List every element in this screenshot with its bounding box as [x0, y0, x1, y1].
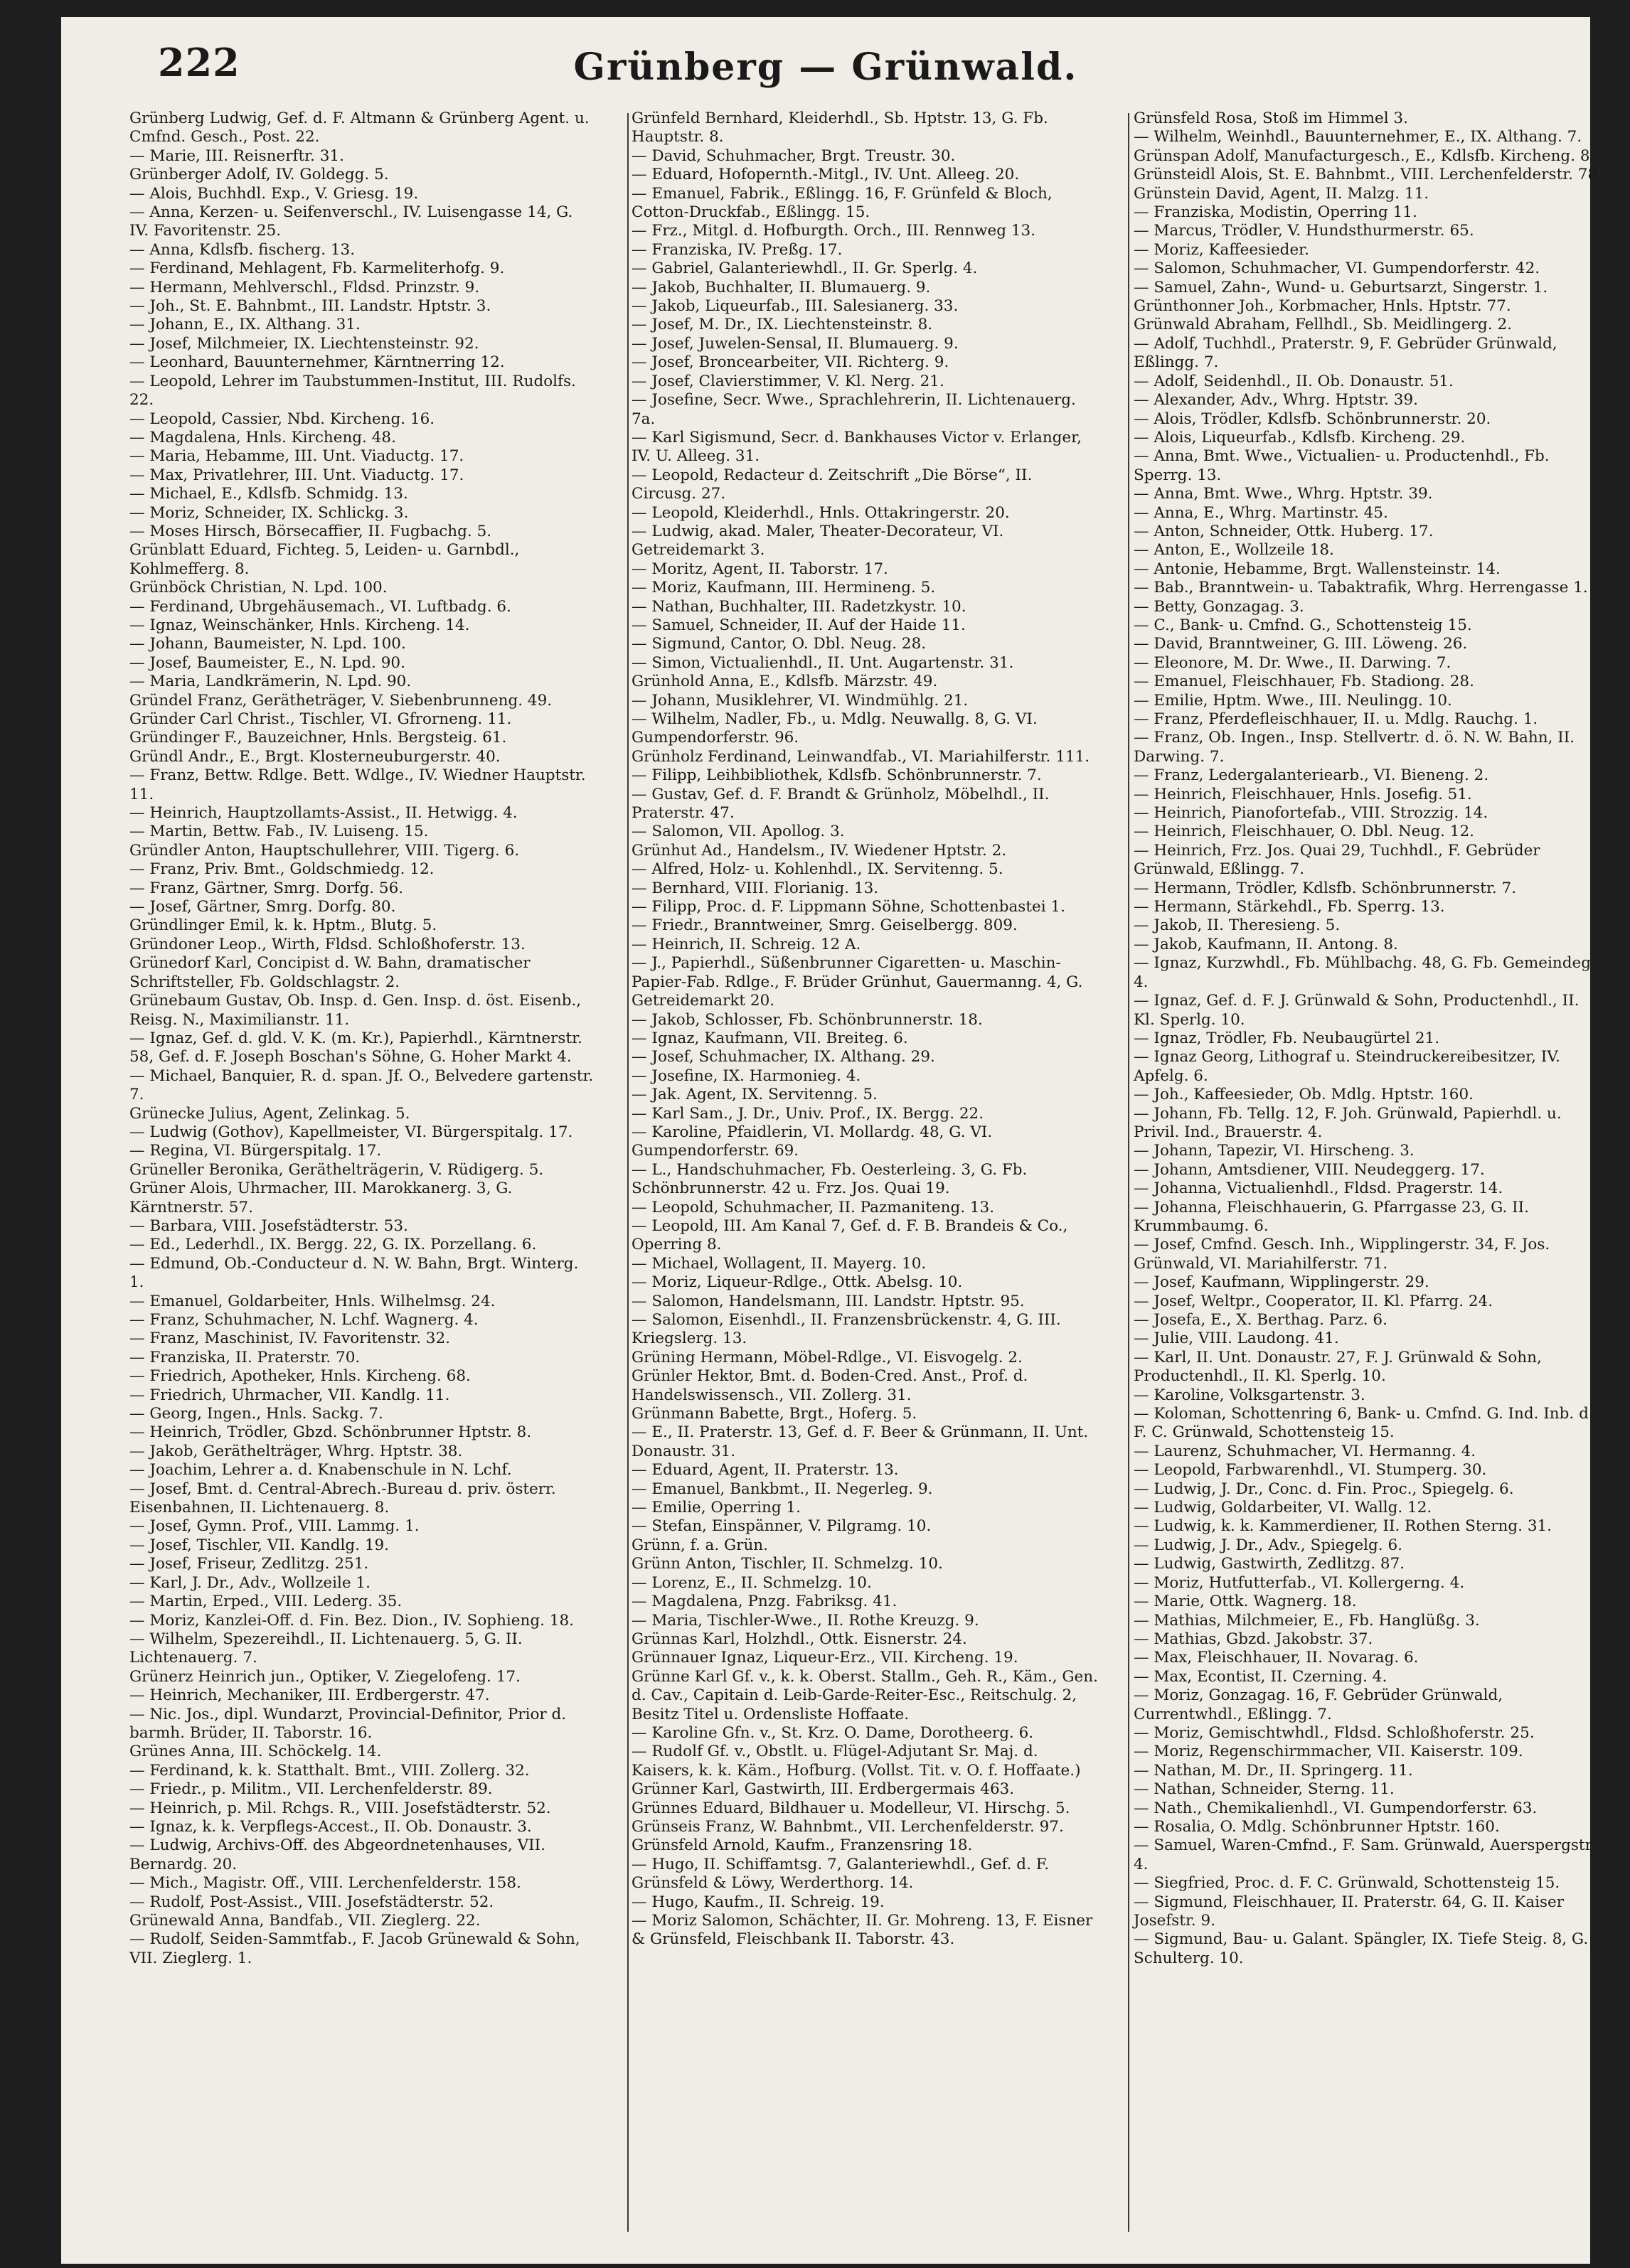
directory-entry: — Karl Sigismund, Secr. d. Bankhauses Victor v. Erlanger, IV. U. Alleeg. 31. [632, 428, 1087, 466]
directory-entry: — Friedrich, Apotheker, Hnls. Kircheng. 68. [129, 1367, 471, 1386]
directory-entry: — Heinrich, II. Schreig. 12 A. [632, 935, 861, 953]
directory-entry: — Friedrich, Uhrmacher, VII. Kandlg. 11. [129, 1386, 450, 1404]
directory-entry: Grünne Karl Gf. v., k. k. Oberst. Stallm., Geh. R., Käm., Gen. d. Cav., Capitain d. Leib-Garde-Reiter-Esc., Reitschulg. 2, Besitz Titel u. Ordensliste Hoffaate. [632, 1667, 1103, 1723]
directory-entry: Gründlinger Emil, k. k. Hptm., Blutg. 5. [129, 916, 437, 935]
directory-entry: — Jakob, Buchhalter, II. Blumauerg. 9. [632, 278, 931, 296]
directory-entry: — Jakob, Kaufmann, II. Antong. 8. [1134, 935, 1398, 953]
directory-entry: — Samuel, Waren-Cmfnd., F. Sam. Grünwald, Auerspergstr. 4. [1134, 1836, 1601, 1873]
directory-entry: — Karoline Gfn. v., St. Krz. O. Dame, Dorotheerg. 6. [632, 1723, 1034, 1742]
directory-entry: — Wilhelm, Nadler, Fb., u. Mdlg. Neuwallg. 8, G. VI. Gumpendorferstr. 96. [632, 710, 1043, 747]
directory-entry: — Emilie, Hptm. Wwe., III. Neulingg. 10. [1134, 691, 1452, 710]
directory-entry: — Ignaz, Trödler, Fb. Neubaugürtel 21. [1134, 1029, 1440, 1047]
directory-entry: — Ignaz, Kurzwhdl., Fb. Mühlbachg. 48, G. Fb. Gemeindeg. 4. [1134, 954, 1601, 991]
directory-entry: Grüning Hermann, Möbel-Rdlge., VI. Eisvogelg. 2. [632, 1348, 1023, 1366]
directory-entry: — Stefan, Einspänner, V. Pilgramg. 10. [632, 1517, 932, 1536]
directory-entry: — Georg, Ingen., Hnls. Sackg. 7. [129, 1405, 383, 1423]
directory-entry: — Moriz, Kanzlei-Off. d. Fin. Bez. Dion., IV. Sophieng. 18. [129, 1611, 574, 1630]
directory-entry: — Anna, Bmt. Wwe., Whrg. Hptstr. 39. [1134, 485, 1433, 503]
directory-entry: — Moritz, Agent, II. Taborstr. 17. [632, 560, 888, 578]
directory-entry: — Gabriel, Galanteriewhdl., II. Gr. Sperlg. 4. [632, 260, 978, 278]
directory-entry: Gründoner Leop., Wirth, Fldsd. Schloßhoferstr. 13. [129, 935, 526, 953]
directory-entry: — Heinrich, Pianofortefab., VIII. Strozzig. 14. [1134, 804, 1488, 823]
directory-entry: — Josef, Tischler, VII. Kandlg. 19. [129, 1536, 390, 1554]
directory-entry: — Leopold, Farbwarenhdl., VI. Stumperg. 30. [1134, 1461, 1487, 1480]
directory-entry: — Ed., Lederhdl., IX. Bergg. 22, G. IX. Porzellang. 6. [129, 1236, 537, 1254]
directory-entry: — Hermann, Mehlverschl., Fldsd. Prinzstr. 9. [129, 278, 480, 296]
directory-entry: — Hugo, II. Schiffamtsg. 7, Galanteriewhdl., Gef. d. F. Grünsfeld & Löwy, Werderthorg. 14. [632, 1855, 1054, 1893]
columns-container [129, 109, 1630, 2242]
directory-entry: — Barbara, VIII. Josefstädterstr. 53. [129, 1216, 408, 1235]
directory-entry: — Karoline, Volksgartenstr. 3. [1134, 1386, 1365, 1404]
directory-entry: — Marie, Ottk. Wagnerg. 18. [1134, 1593, 1357, 1611]
directory-entry: — Laurenz, Schuhmacher, VI. Hermanng. 4. [1134, 1442, 1476, 1460]
directory-entry: Gründl Andr., E., Brgt. Klosterneuburgerstr. 40. [129, 747, 501, 766]
directory-entry: — David, Branntweiner, G. III. Löweng. 26. [1134, 635, 1468, 653]
directory-entry: — Jakob, Liqueurfab., III. Salesianerg. 33. [632, 297, 959, 316]
directory-entry: — Alois, Liqueurfab., Kdlsfb. Kircheng. 29. [1134, 428, 1466, 446]
directory-entry: — Franz, Ob. Ingen., Insp. Stellvertr. d. ö. N. W. Bahn, II. Darwing. 7. [1134, 729, 1580, 766]
directory-entry: — Eduard, Hofopernth.-Mitgl., IV. Unt. Alleeg. 20. [632, 166, 1020, 184]
directory-entry: — Josef, Bmt. d. Central-Abrech.-Bureau d. priv. österr. Eisenbahnen, II. Lichtenauerg. 8. [129, 1480, 561, 1517]
directory-entry: — C., Bank- u. Cmfnd. G., Schottensteig 15. [1134, 616, 1472, 634]
directory-entry: — Maria, Tischler-Wwe., II. Rothe Kreuzg. 9. [632, 1611, 979, 1630]
directory-entry: — Ludwig, J. Dr., Conc. d. Fin. Proc., Spiegelg. 6. [1134, 1480, 1514, 1498]
directory-entry: — Leopold, Redacteur d. Zeitschrift „Die Börse“, II. Circusg. 27. [632, 466, 1038, 503]
directory-entry: Grünfeld Bernhard, Kleiderhdl., Sb. Hptstr. 13, G. Fb. Hauptstr. 8. [632, 109, 1053, 146]
directory-entry: — Josef, Friseur, Zedlitzg. 251. [129, 1555, 369, 1573]
directory-entry: Grünsfeld Arnold, Kaufm., Franzensring 18. [632, 1836, 973, 1855]
directory-entry: — Ludwig, akad. Maler, Theater-Decorateur, VI. Getreidemarkt 3. [632, 522, 1009, 560]
directory-entry: — Sigmund, Fleischhauer, II. Praterstr. 64, G. II. Kaiser Josefstr. 9. [1134, 1893, 1569, 1930]
directory-entry: — Adolf, Tuchhdl., Praterstr. 9, F. Gebrüder Grünwald, Eßlingg. 7. [1134, 334, 1562, 372]
directory-entry: Grüner Alois, Uhrmacher, III. Marokkanerg. 3, G. Kärntnerstr. 57. [129, 1180, 518, 1216]
directory-entry: — Nic. Jos., dipl. Wundarzt, Provincial-Definitor, Prior d. barmh. Brüder, II. Taborstr. 16. [129, 1705, 571, 1742]
directory-entry: — Moses Hirsch, Börsecaffier, II. Fugbachg. 5. [129, 522, 492, 540]
directory-entry: — Rudolf Gf. v., Obstlt. u. Flügel-Adjutant Sr. Maj. d. Kaisers, k. k. Käm., Hofburg. (Vollst. Tit. v. O. f. Hoffaate.) [632, 1743, 1081, 1780]
directory-entry: — Johanna, Victualienhdl., Fldsd. Pragerstr. 14. [1134, 1180, 1503, 1198]
directory-entry: — Marie, III. Reisnerftr. 31. [129, 146, 344, 165]
directory-entry: — Max, Privatlehrer, III. Unt. Viaductg. 17. [129, 466, 464, 484]
column-left [129, 109, 599, 2242]
directory-entry: — Jakob, Schlosser, Fb. Schönbrunnerstr. 18. [632, 1010, 983, 1029]
directory-entry: — Leopold, Schuhmacher, II. Pazmaniteng. 13. [632, 1198, 995, 1216]
directory-entry: — Heinrich, Fleischhauer, Hnls. Josefig. 51. [1134, 785, 1472, 803]
directory-entry: Grünspan Adolf, Manufacturgesch., E., Kdlsfb. Kircheng. 8. [1134, 146, 1595, 165]
directory-entry: — Moriz, Gonzagag. 16, F. Gebrüder Grünwald, Currentwhdl., Eßlingg. 7. [1134, 1686, 1508, 1723]
directory-entry: — Rudolf, Seiden-Sammtfab., F. Jacob Grünewald & Sohn, VII. Zieglerg. 1. [129, 1930, 585, 1967]
directory-entry: Grünhut Ad., Handelsm., IV. Wiedener Hptstr. 2. [632, 841, 1007, 860]
directory-entry: — Gustav, Gef. d. F. Brandt & Grünholz, Möbelhdl., II. Praterstr. 47. [632, 785, 1055, 823]
directory-entry: — Josef, Milchmeier, IX. Liechtensteinstr. 92. [129, 334, 479, 353]
directory-entry: — Heinrich, p. Mil. Rchgs. R., VIII. Josefstädterstr. 52. [129, 1799, 551, 1817]
directory-entry: — Ignaz, Gef. d. gld. V. K. (m. Kr.), Papierhdl., Kärntnerstr. 58, Gef. d. F. Joseph Boschan's Söhne, G. Hoher Markt 4. [129, 1029, 587, 1066]
directory-entry: — Franziska, Modistin, Operring 11. [1134, 203, 1417, 222]
directory-entry: Grünhold Anna, E., Kdlsfb. Märzstr. 49. [632, 673, 938, 691]
directory-entry: Grünebaum Gustav, Ob. Insp. d. Gen. Insp. d. öst. Eisenb., Reisg. N., Maximilianstr. 11. [129, 992, 586, 1029]
directory-entry: — Moriz, Gemischtwhdl., Fldsd. Schloßhoferstr. 25. [1134, 1723, 1535, 1742]
directory-entry: — Josef, Clavierstimmer, V. Kl. Nerg. 21. [632, 372, 944, 390]
directory-entry: — Maria, Landkrämerin, N. Lpd. 90. [129, 673, 412, 691]
directory-entry: Gründinger F., Bauzeichner, Hnls. Bergsteig. 61. [129, 729, 507, 747]
directory-entry: — Ignaz, k. k. Verpflegs-Accest., II. Ob. Donaustr. 3. [129, 1817, 532, 1836]
directory-entry: — Moriz, Hutfutterfab., VI. Kollergerng. 4. [1134, 1573, 1465, 1592]
directory-entry: — Franz, Schuhmacher, N. Lchf. Wagnerg. 4. [129, 1311, 479, 1329]
directory-entry: — Johann, E., IX. Althang. 31. [129, 316, 361, 334]
directory-entry: — Johann, Tapezir, VI. Hirscheng. 3. [1134, 1142, 1415, 1160]
directory-entry: — Michael, Banquier, R. d. span. Jf. O., Belvedere gartenstr. 7. [129, 1066, 599, 1104]
directory-entry: — Ludwig, Gastwirth, Zedlitzg. 87. [1134, 1555, 1405, 1573]
directory-entry: — Salomon, Handelsmann, III. Landstr. Hptstr. 95. [632, 1292, 1025, 1310]
directory-entry: Gründer Carl Christ., Tischler, VI. Gfrorneng. 11. [129, 710, 512, 728]
directory-entry: — Eleonore, M. Dr. Wwe., II. Darwing. 7. [1134, 653, 1451, 672]
directory-entry: — Edmund, Ob.-Conducteur d. N. W. Bahn, Brgt. Winterg. 1. [129, 1254, 584, 1292]
directory-entry: — Josef, Juwelen-Sensal, II. Blumauerg. 9. [632, 334, 959, 353]
directory-entry: Grünn, f. a. Grün. [632, 1536, 768, 1554]
directory-entry: — Johann, Amtsdiener, VIII. Neudeggerg. 17. [1134, 1160, 1485, 1179]
directory-entry: — Ludwig, Goldarbeiter, VI. Wallg. 12. [1134, 1499, 1432, 1517]
directory-entry: — Josef, M. Dr., IX. Liechtensteinstr. 8. [632, 316, 933, 334]
directory-entry: — Antonie, Hebamme, Brgt. Wallensteinstr. 14. [1134, 560, 1501, 578]
directory-entry: — Hermann, Stärkehdl., Fb. Sperrg. 13. [1134, 898, 1445, 916]
directory-entry: — Filipp, Leihbibliothek, Kdlsfb. Schönbrunnerstr. 7. [632, 766, 1042, 785]
directory-entry: — Heinrich, Trödler, Gbzd. Schönbrunner Hptstr. 8. [129, 1423, 532, 1442]
directory-entry: — Salomon, Eisenhdl., II. Franzensbrückenstr. 4, G. III. Kriegslerg. 13. [632, 1311, 1066, 1348]
directory-entry: — Moriz, Kaffeesieder. [1134, 240, 1309, 259]
directory-entry: — Josefine, Secr. Wwe., Sprachlehrerin, II. Lichtenauerg. 7a. [632, 391, 1081, 428]
directory-entry: — Josefa, E., X. Berthag. Parz. 6. [1134, 1311, 1387, 1329]
directory-entry: — Ignaz Georg, Lithograf u. Steindruckereibesitzer, IV. Apfelg. 6. [1134, 1048, 1565, 1085]
directory-entry: Grünmann Babette, Brgt., Hoferg. 5. [632, 1405, 917, 1423]
directory-entry: — Bab., Branntwein- u. Tabaktrafik, Whrg. Herrengasse 1. [1134, 579, 1588, 597]
directory-entry: — Ignaz, Gef. d. F. J. Grünwald & Sohn, Productenhdl., II. Kl. Sperlg. 10. [1134, 992, 1584, 1029]
directory-entry: Grünstein David, Agent, II. Malzg. 11. [1134, 184, 1429, 203]
directory-entry: — Salomon, Schuhmacher, VI. Gumpendorferstr. 42. [1134, 260, 1540, 278]
directory-entry: — Josef, Weltpr., Cooperator, II. Kl. Pfarrg. 24. [1134, 1292, 1493, 1310]
directory-entry: — Samuel, Zahn-, Wund- u. Geburtsarzt, Singerstr. 1. [1134, 278, 1548, 296]
directory-entry: Grünedorf Karl, Concipist d. W. Bahn, dramatischer Schriftsteller, Fb. Goldschlagstr. 2. [129, 954, 536, 991]
directory-entry: — Josef, Broncearbeiter, VII. Richterg. 9. [632, 353, 949, 372]
directory-entry: — Josef, Baumeister, E., N. Lpd. 90. [129, 653, 405, 672]
directory-entry: — Magdalena, Hnls. Kircheng. 48. [129, 428, 396, 446]
directory-entry: Grüneller Beronika, Geräthelträgerin, V. Rüdigerg. 5. [129, 1160, 544, 1179]
directory-entry: — Joh., Kaffeesieder, Ob. Mdlg. Hptstr. 160. [1134, 1086, 1474, 1104]
directory-entry: — Franziska, II. Praterstr. 70. [129, 1348, 361, 1366]
directory-entry: — Samuel, Schneider, II. Auf der Haide 11. [632, 616, 966, 634]
directory-entry: — Adolf, Seidenhdl., II. Ob. Donaustr. 51. [1134, 372, 1454, 390]
directory-entry: — Josefine, IX. Harmonieg. 4. [632, 1066, 861, 1085]
directory-entry: Grünböck Christian, N. Lpd. 100. [129, 579, 388, 597]
directory-entry: — Simon, Victualienhdl., II. Unt. Augartenstr. 31. [632, 653, 1014, 672]
directory-entry: — Heinrich, Frz. Jos. Quai 29, Tuchhdl., F. Gebrüder Grünwald, Eßlingg. 7. [1134, 841, 1545, 879]
directory-entry: Grünnas Karl, Holzhdl., Ottk. Eisnerstr. 24. [632, 1630, 967, 1648]
directory-entry: — Josef, Kaufmann, Wipplingerstr. 29. [1134, 1273, 1429, 1292]
directory-entry: — Johanna, Fleischhauerin, G. Pfarrgasse 23, G. II. Krummbaumg. 6. [1134, 1198, 1534, 1235]
directory-entry: — Johann, Baumeister, N. Lpd. 100. [129, 635, 406, 653]
directory-entry: Grünler Hektor, Bmt. d. Boden-Cred. Anst., Prof. d. Handelswissensch., VII. Zollerg. 31. [632, 1367, 1033, 1404]
directory-entry: — Johann, Musiklehrer, VI. Windmühlg. 21. [632, 691, 969, 710]
directory-entry: — Emanuel, Fleischhauer, Fb. Stadiong. 28. [1134, 673, 1474, 691]
directory-entry: Grünner Karl, Gastwirth, III. Erdbergermais 463. [632, 1780, 1015, 1799]
directory-entry: — Anna, E., Whrg. Martinstr. 45. [1134, 503, 1388, 522]
directory-entry: — Anton, Schneider, Ottk. Huberg. 17. [1134, 522, 1434, 540]
directory-entry: — Rosalia, O. Mdlg. Schönbrunner Hptstr. 160. [1134, 1817, 1500, 1836]
directory-entry: — Josef, Schuhmacher, IX. Althang. 29. [632, 1048, 935, 1066]
directory-entry: — Hermann, Trödler, Kdlsfb. Schönbrunnerstr. 7. [1134, 879, 1517, 897]
directory-entry: — Max, Econtist, II. Czerning. 4. [1134, 1667, 1387, 1686]
directory-entry: — Friedr., p. Militm., VII. Lerchenfelderstr. 89. [129, 1780, 493, 1799]
directory-entry: — Josef, Gymn. Prof., VIII. Lammg. 1. [129, 1517, 420, 1536]
directory-entry: Grünewald Anna, Bandfab., VII. Zieglerg. 22. [129, 1912, 481, 1930]
directory-entry: — Moriz, Liqueur-Rdlge., Ottk. Abelsg. 10. [632, 1273, 963, 1292]
directory-entry: — Leopold, Kleiderhdl., Hnls. Ottakringerstr. 20. [632, 503, 1010, 522]
page-number: 222 [158, 40, 240, 85]
directory-entry: — Anna, Bmt. Wwe., Victualien- u. Productenhdl., Fb. Sperrg. 13. [1134, 447, 1555, 484]
directory-entry: — Joh., St. E. Bahnbmt., III. Landstr. Hptstr. 3. [129, 297, 491, 316]
directory-entry: — Leopold, Cassier, Nbd. Kircheng. 16. [129, 410, 435, 428]
directory-entry: — Emanuel, Fabrik., Eßlingg. 16, F. Grünfeld & Bloch, Cotton-Druckfab., Eßlingg. 15. [632, 184, 1058, 222]
directory-entry: — L., Handschuhmacher, Fb. Oesterleing. 3, G. Fb. Schönbrunnerstr. 42 u. Frz. Jos. Quai 19. [632, 1160, 1033, 1198]
directory-entry: — David, Schuhmacher, Brgt. Treustr. 30. [632, 146, 956, 165]
directory-entry: — Emanuel, Bankbmt., II. Negerleg. 9. [632, 1480, 933, 1498]
directory-entry: — Nath., Chemikalienhdl., VI. Gumpendorferstr. 63. [1134, 1799, 1538, 1817]
directory-entry: — Lorenz, E., II. Schmelzg. 10. [632, 1573, 872, 1592]
column-middle [632, 109, 1103, 2242]
directory-entry: — Mich., Magistr. Off., VIII. Lerchenfelderstr. 158. [129, 1874, 521, 1893]
directory-entry: — Wilhelm, Spezereihdl., II. Lichtenauerg. 5, G. II. Lichtenauerg. 7. [129, 1630, 528, 1667]
directory-entry: — Franz, Maschinist, IV. Favoritenstr. 32. [129, 1330, 450, 1348]
directory-entry: — Franz, Priv. Bmt., Goldschmiedg. 12. [129, 860, 435, 879]
directory-entry: Grünseis Franz, W. Bahnbmt., VII. Lerchenfelderstr. 97. [632, 1817, 1064, 1836]
directory-entry: Gründler Anton, Hauptschullehrer, VIII. Tigerg. 6. [129, 841, 520, 860]
directory-entry: — Ferdinand, Ubrgehäusemach., VI. Luftbadg. 6. [129, 597, 511, 616]
directory-entry: — Leopold, III. Am Kanal 7, Gef. d. F. B. Brandeis & Co., Operring 8. [632, 1216, 1073, 1254]
directory-entry: Grünberg Ludwig, Gef. d. F. Altmann & Grünberg Agent. u. Cmfnd. Gesch., Post. 22. [129, 109, 595, 146]
directory-entry: — Rudolf, Post-Assist., VIII. Josefstädterstr. 52. [129, 1893, 494, 1911]
directory-entry: — Mathias, Milchmeier, E., Fb. Hanglüßg. 3. [1134, 1611, 1480, 1630]
directory-entry: — Jakob, II. Theresieng. 5. [1134, 916, 1341, 935]
directory-entry: — Marcus, Trödler, V. Hundsthurmerstr. 65. [1134, 222, 1474, 240]
directory-entry: — Ignaz, Weinschänker, Hnls. Kircheng. 14. [129, 616, 470, 634]
column-right [1134, 109, 1603, 2242]
directory-entry: — J., Papierhdl., Süßenbrunner Cigaretten- u. Maschin-Papier-Fab. Rdlge., F. Brüder Grünhut, Gauermanng. 4, G. Getreidemarkt 20. [632, 954, 1088, 1010]
directory-entry: — Anna, Kdlsfb. fischerg. 13. [129, 240, 356, 259]
directory-entry: Grünn Anton, Tischler, II. Schmelzg. 10. [632, 1555, 943, 1573]
directory-entry: — Ludwig, J. Dr., Adv., Spiegelg. 6. [1134, 1536, 1402, 1554]
directory-entry: Grünblatt Eduard, Fichteg. 5, Leiden- u. Garnbdl., Kohlmefferg. 8. [129, 541, 525, 578]
directory-entry: — Alfred, Holz- u. Kohlenhdl., IX. Servitenng. 5. [632, 860, 1003, 879]
directory-entry: — Bernhard, VIII. Florianig. 13. [632, 879, 879, 897]
directory-entry: — Ignaz, Kaufmann, VII. Breiteg. 6. [632, 1029, 908, 1047]
directory-entry: Grünecke Julius, Agent, Zelinkag. 5. [129, 1104, 410, 1123]
directory-entry: — Martin, Erped., VIII. Lederg. 35. [129, 1593, 403, 1611]
page-header: Grünberg — Grünwald. [573, 46, 1078, 89]
directory-page [61, 17, 1603, 2264]
directory-entry: — Sigmund, Bau- u. Galant. Spängler, IX. Tiefe Steig. 8, G. Schulterg. 10. [1134, 1930, 1593, 1967]
directory-entry: — Anton, E., Wollzeile 18. [1134, 541, 1334, 560]
directory-entry: — Ludwig, k. k. Kammerdiener, II. Rothen Sterng. 31. [1134, 1517, 1552, 1536]
directory-entry: — Alois, Buchhdl. Exp., V. Griesg. 19. [129, 184, 419, 203]
directory-entry: — Jak. Agent, IX. Servitenng. 5. [632, 1086, 878, 1104]
directory-entry: — Anna, Kerzen- u. Seifenverschl., IV. Luisengasse 14, G. IV. Favoritenstr. 25. [129, 203, 578, 240]
directory-entry: — Heinrich, Mechaniker, III. Erdbergerstr. 47. [129, 1686, 490, 1705]
directory-entry: Grünwald Abraham, Fellhdl., Sb. Meidlingerg. 2. [1134, 316, 1512, 334]
directory-entry: — Karl, II. Unt. Donaustr. 27, F. J. Grünwald & Sohn, Productenhdl., II. Kl. Sperlg. 10. [1134, 1348, 1547, 1386]
directory-entry: Grünholz Ferdinand, Leinwandfab., VI. Mariahilferstr. 111. [632, 747, 1090, 766]
directory-entry: — Nathan, Schneider, Sterng. 11. [1134, 1780, 1395, 1799]
directory-entry: — Leonhard, Bauunternehmer, Kärntnerring 12. [129, 353, 505, 372]
directory-entry: — Franz, Gärtner, Smrg. Dorfg. 56. [129, 879, 404, 897]
directory-entry: — Franz, Bettw. Rdlge. Bett. Wdlge., IV. Wiedner Hauptstr. 11. [129, 766, 591, 803]
directory-entry: — Frz., Mitgl. d. Hofburgth. Orch., III. Rennweg 13. [632, 222, 1036, 240]
directory-entry: — Betty, Gonzagag. 3. [1134, 597, 1304, 616]
directory-entry: — Michael, Wollagent, II. Mayerg. 10. [632, 1254, 927, 1273]
directory-entry: Grünerz Heinrich jun., Optiker, V. Ziegelofeng. 17. [129, 1667, 521, 1686]
directory-entry: — Sigmund, Cantor, O. Dbl. Neug. 28. [632, 635, 927, 653]
directory-entry: — E., II. Praterstr. 13, Gef. d. F. Beer & Grünmann, II. Unt. Donaustr. 31. [632, 1423, 1094, 1460]
directory-entry: — Max, Fleischhauer, II. Novarag. 6. [1134, 1649, 1419, 1667]
directory-entry: — Jakob, Geräthelträger, Whrg. Hptstr. 38. [129, 1442, 463, 1460]
directory-entry: — Ferdinand, k. k. Statthalt. Bmt., VIII. Zollerg. 32. [129, 1761, 530, 1780]
directory-entry: — Ludwig, Archivs-Off. des Abgeordnetenhauses, VII. Bernardg. 20. [129, 1836, 550, 1873]
directory-entry: — Karl Sam., J. Dr., Univ. Prof., IX. Bergg. 22. [632, 1104, 984, 1123]
directory-entry: — Regina, VI. Bürgerspitalg. 17. [129, 1142, 382, 1160]
directory-entry: — Emanuel, Goldarbeiter, Hnls. Wilhelmsg. 24. [129, 1292, 496, 1310]
directory-entry: — Wilhelm, Weinhdl., Bauunternehmer, E., IX. Althang. 7. [1134, 128, 1582, 146]
directory-entry: — Koloman, Schottenring 6, Bank- u. Cmfnd. G. Ind. Inb. d. F. C. Grünwald, Schottensteig 15. [1134, 1405, 1599, 1442]
directory-entry: — Magdalena, Pnzg. Fabriksg. 41. [632, 1593, 897, 1611]
directory-entry: — Franziska, IV. Preßg. 17. [632, 240, 843, 259]
directory-entry: Grünnauer Ignaz, Liqueur-Erz., VII. Kircheng. 19. [632, 1649, 1018, 1667]
directory-entry: — Martin, Bettw. Fab., IV. Luiseng. 15. [129, 823, 429, 841]
directory-entry: Grünberger Adolf, IV. Goldegg. 5. [129, 166, 389, 184]
directory-entry: — Karl, J. Dr., Adv., Wollzeile 1. [129, 1573, 371, 1592]
directory-entry: — Josef, Gärtner, Smrg. Dorfg. 80. [129, 898, 396, 916]
directory-entry: Grünsteidl Alois, St. E. Bahnbmt., VIII. Lerchenfelderstr. 78. [1134, 166, 1603, 184]
directory-entry: — Alois, Trödler, Kdlsfb. Schönbrunnerstr. 20. [1134, 410, 1491, 428]
directory-entry: — Franz, Pferdefleischhauer, II. u. Mdlg. Rauchg. 1. [1134, 710, 1538, 728]
directory-entry: — Karoline, Pfaidlerin, VI. Mollardg. 48, G. VI. Gumpendorferstr. 69. [632, 1123, 998, 1160]
directory-entry: — Johann, Fb. Tellg. 12, F. Joh. Grünwald, Papierhdl. u. Privil. Ind., Brauerstr. 4. [1134, 1104, 1567, 1141]
directory-entry: — Moriz, Schneider, IX. Schlickg. 3. [129, 503, 409, 522]
directory-entry: — Salomon, VII. Apollog. 3. [632, 823, 845, 841]
directory-entry: — Joachim, Lehrer a. d. Knabenschule in N. Lchf. [129, 1461, 512, 1480]
directory-entry: Grünthonner Joh., Korbmacher, Hnls. Hptstr. 77. [1134, 297, 1511, 316]
directory-entry: — Michael, E., Kdlsfb. Schmidg. 13. [129, 485, 408, 503]
directory-entry: — Mathias, Gbzd. Jakobstr. 37. [1134, 1630, 1373, 1648]
directory-entry: — Leopold, Lehrer im Taubstummen-Institut, III. Rudolfs. 22. [129, 372, 581, 410]
directory-entry: — Ludwig (Gothov), Kapellmeister, VI. Bürgerspitalg. 17. [129, 1123, 573, 1141]
directory-entry: Grünes Anna, III. Schöckelg. 14. [129, 1743, 382, 1761]
directory-entry: — Franz, Ledergalanteriearb., VI. Bieneng. 2. [1134, 766, 1489, 785]
directory-entry: — Filipp, Proc. d. F. Lippmann Söhne, Schottenbastei 1. [632, 898, 1065, 916]
directory-entry: — Siegfried, Proc. d. F. C. Grünwald, Schottensteig 15. [1134, 1874, 1560, 1893]
directory-entry: — Emilie, Operring 1. [632, 1499, 801, 1517]
directory-entry: — Hugo, Kaufm., II. Schreig. 19. [632, 1893, 885, 1911]
directory-entry: — Julie, VIII. Laudong. 41. [1134, 1330, 1339, 1348]
directory-entry: Grünnes Eduard, Bildhauer u. Modelleur, VI. Hirschg. 5. [632, 1799, 1070, 1817]
directory-entry: — Josef, Cmfnd. Gesch. Inh., Wipplingerstr. 34, F. Jos. Grünwald, VI. Mariahilferstr. 71. [1134, 1236, 1555, 1273]
directory-entry: — Ferdinand, Mehlagent, Fb. Karmeliterhofg. 9. [129, 260, 505, 278]
directory-entry: — Nathan, M. Dr., II. Springerg. 11. [1134, 1761, 1413, 1780]
directory-entry: — Moriz, Kaufmann, III. Hermineng. 5. [632, 579, 936, 597]
directory-entry: — Maria, Hebamme, III. Unt. Viaductg. 17. [129, 447, 464, 466]
directory-entry: — Heinrich, Fleischhauer, O. Dbl. Neug. 12. [1134, 823, 1474, 841]
directory-entry: — Moriz, Regenschirmmacher, VII. Kaiserstr. 109. [1134, 1743, 1523, 1761]
directory-entry: — Eduard, Agent, II. Praterstr. 13. [632, 1461, 899, 1480]
directory-entry: Gründel Franz, Gerätheträger, V. Siebenbrunneng. 49. [129, 691, 553, 710]
directory-entry: — Friedr., Branntweiner, Smrg. Geiselbergg. 809. [632, 916, 1018, 935]
directory-entry: — Alexander, Adv., Whrg. Hptstr. 39. [1134, 391, 1418, 410]
directory-entry: — Nathan, Buchhalter, III. Radetzkystr. 10. [632, 597, 966, 616]
directory-entry: — Moriz Salomon, Schächter, II. Gr. Mohreng. 13, F. Eisner & Grünsfeld, Fleischbank II. Taborstr. 43. [632, 1912, 1098, 1949]
directory-entry: Grünsfeld Rosa, Stoß im Himmel 3. [1134, 109, 1408, 127]
directory-entry: — Heinrich, Hauptzollamts-Assist., II. Hetwigg. 4. [129, 804, 518, 823]
